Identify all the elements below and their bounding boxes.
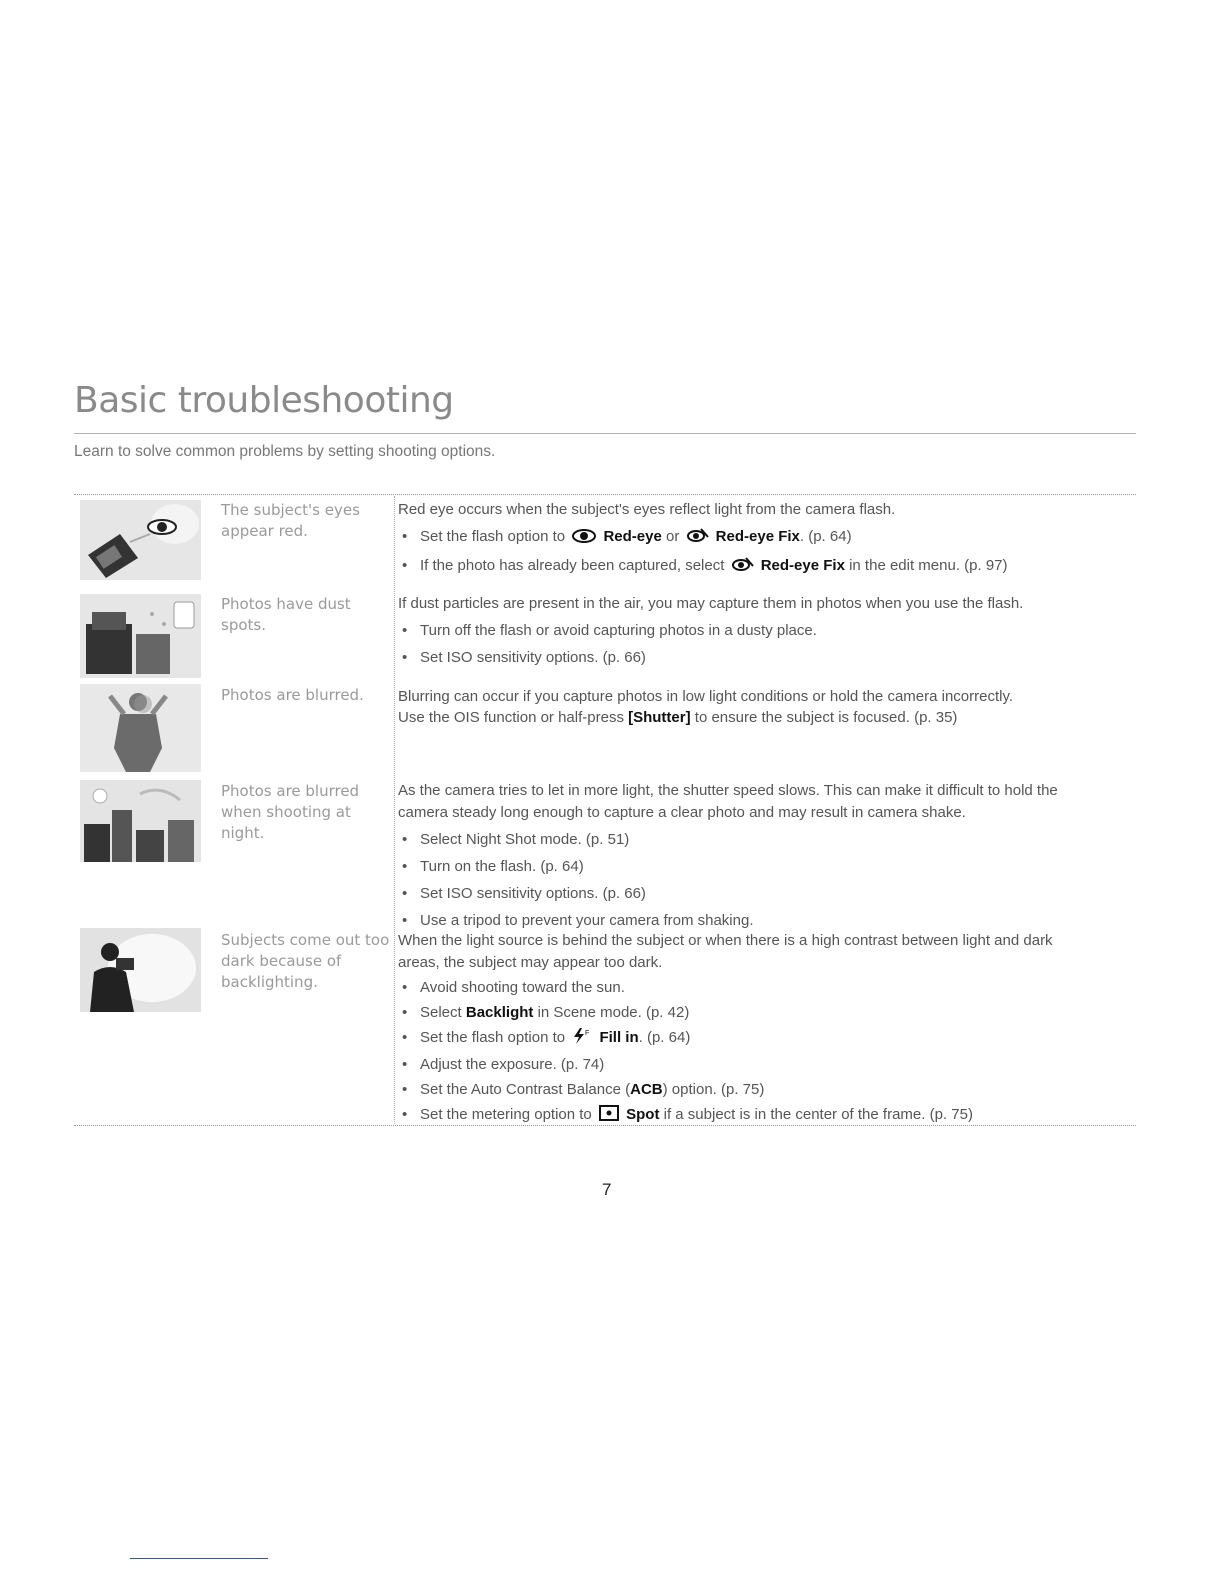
blurred-photo-illustration xyxy=(80,684,201,772)
option-name: ACB xyxy=(630,1081,663,1098)
list-item xyxy=(398,1079,1136,1100)
intro-text: camera steady long enough to capture a clear photo and may result in camera shake. xyxy=(398,804,966,821)
bullet-text: Set ISO sensitivity options. (p. 66) xyxy=(420,885,646,902)
bullet-text: or xyxy=(665,528,680,545)
bullet-text: Set the flash option to xyxy=(420,528,566,545)
bullet-icon: • xyxy=(402,858,408,875)
page-number: 7 xyxy=(602,1180,612,1199)
row-body-blurred xyxy=(398,686,1136,728)
row-body-backlighting xyxy=(398,930,1136,1127)
list-item xyxy=(398,620,1136,641)
option-name: Red-eye Fix xyxy=(760,557,845,574)
bullet-icon: • xyxy=(402,1004,408,1021)
row-body-red-eye xyxy=(398,499,1136,578)
bullet-text: Use a tripod to prevent your camera from shaking. xyxy=(420,912,754,929)
intro-text: If dust particles are present in the air, you may capture them in photos when you use the flash. xyxy=(398,595,1024,612)
shutter-button-label: [Shutter] xyxy=(628,709,691,726)
night-scene-illustration-icon xyxy=(80,780,201,862)
bullet-icon: • xyxy=(402,1029,408,1046)
row-heading-backlighting: Subjects come out too dark because of backlighting. xyxy=(221,931,390,991)
body-text-part: to ensure the subject is focused. (p. 35) xyxy=(694,709,958,726)
bullet-icon: • xyxy=(402,528,408,545)
list-item xyxy=(398,856,1136,877)
row-heading-red-eye: The subject's eyes appear red. xyxy=(221,501,360,540)
list-item xyxy=(398,1002,1136,1023)
row-body-dust-spots xyxy=(398,593,1136,668)
bullet-text: if a subject is in the center of the frame. (p. 75) xyxy=(663,1106,973,1123)
red-eye-fix-icon xyxy=(687,527,709,549)
bullet-icon: • xyxy=(402,1081,408,1098)
bullet-text: If the photo has already been captured, select xyxy=(420,557,725,574)
bullet-text: in the edit menu. (p. 97) xyxy=(849,557,1008,574)
option-name: Red-eye Fix xyxy=(715,528,800,545)
red-eye-icon xyxy=(572,528,596,549)
row-heading-blurred: Photos are blurred. xyxy=(221,686,364,704)
intro-text: areas, the subject may appear too dark. xyxy=(398,954,663,971)
list-item xyxy=(398,829,1136,850)
bullet-text: Turn on the flash. (p. 64) xyxy=(420,858,584,875)
option-name: Red-eye xyxy=(603,528,662,545)
bullet-text: Set ISO sensitivity options. (p. 66) xyxy=(420,649,646,666)
dust-spots-illustration xyxy=(80,594,201,678)
bullet-text: Select xyxy=(420,1004,462,1021)
list-item xyxy=(398,1027,1136,1050)
body-text-part: Use the OIS function or half-press xyxy=(398,709,624,726)
bullet-icon: • xyxy=(402,885,408,902)
backlight-illustration-icon xyxy=(80,928,201,1012)
bullet-text: Select Night Shot mode. (p. 51) xyxy=(420,831,630,848)
bullet-text: Avoid shooting toward the sun. xyxy=(420,979,625,996)
fill-in-flash-icon xyxy=(572,1028,592,1050)
spot-metering-icon xyxy=(599,1105,619,1127)
body-text: Blurring can occur if you capture photos in low light conditions or hold the camera incorrectly. xyxy=(398,688,1014,705)
svg-text:F: F xyxy=(585,1030,590,1037)
bullet-text: Set the metering option to xyxy=(420,1106,592,1123)
option-name: Fill in xyxy=(599,1029,639,1046)
list-item xyxy=(398,647,1136,668)
bullet-text: Adjust the exposure. (p. 74) xyxy=(420,1056,605,1073)
bullet-text: . (p. 64) xyxy=(799,528,852,545)
option-name: Backlight xyxy=(465,1004,534,1021)
footnote-divider xyxy=(130,1558,268,1559)
backlight-illustration xyxy=(80,928,201,1012)
bullet-icon: • xyxy=(402,557,408,574)
body-text xyxy=(398,707,1136,728)
bullet-text: in Scene mode. (p. 42) xyxy=(537,1004,690,1021)
list-item xyxy=(398,555,1136,578)
row-heading-dust-spots: Photos have dust spots. xyxy=(221,595,351,634)
bullet-icon: • xyxy=(402,979,408,996)
page-subtitle: Learn to solve common problems by setting shooting options. xyxy=(74,443,496,460)
list-item xyxy=(398,526,1136,549)
intro-text: As the camera tries to let in more light, the shutter speed slows. This can make it difficult to hold the xyxy=(398,782,1058,799)
red-eye-illustration-icon xyxy=(80,500,201,580)
page-title: Basic troubleshooting xyxy=(74,380,454,421)
bullet-icon: • xyxy=(402,1106,408,1123)
row-body-night xyxy=(398,780,1136,931)
blurred-photo-illustration-icon xyxy=(80,684,201,772)
night-scene-illustration xyxy=(80,780,201,862)
bullet-icon: • xyxy=(402,831,408,848)
dust-spots-illustration-icon xyxy=(80,594,201,678)
bullet-icon: • xyxy=(402,912,408,929)
list-item xyxy=(398,883,1136,904)
list-item xyxy=(398,1054,1136,1075)
bullet-icon: • xyxy=(402,622,408,639)
bullet-text: Set the flash option to xyxy=(420,1029,566,1046)
bullet-text: ) option. (p. 75) xyxy=(662,1081,765,1098)
list-item xyxy=(398,910,1136,931)
bullet-text: Set the Auto Contrast Balance ( xyxy=(420,1081,631,1098)
bullet-icon: • xyxy=(402,1056,408,1073)
intro-text: Red eye occurs when the subject's eyes reflect light from the camera flash. xyxy=(398,501,896,518)
row-heading-night: Photos are blurred when shooting at night. xyxy=(221,782,360,842)
title-divider xyxy=(74,433,1136,434)
bullet-text: . (p. 64) xyxy=(638,1029,691,1046)
column-divider xyxy=(394,496,395,1124)
option-name: Spot xyxy=(626,1106,660,1123)
list-item xyxy=(398,1104,1136,1127)
bullet-text: Turn off the flash or avoid capturing photos in a dusty place. xyxy=(420,622,817,639)
red-eye-fix-icon xyxy=(732,556,754,578)
list-item xyxy=(398,977,1136,998)
intro-text: When the light source is behind the subject or when there is a high contrast between light and dark xyxy=(398,932,1053,949)
bullet-icon: • xyxy=(402,649,408,666)
red-eye-illustration xyxy=(80,500,201,580)
